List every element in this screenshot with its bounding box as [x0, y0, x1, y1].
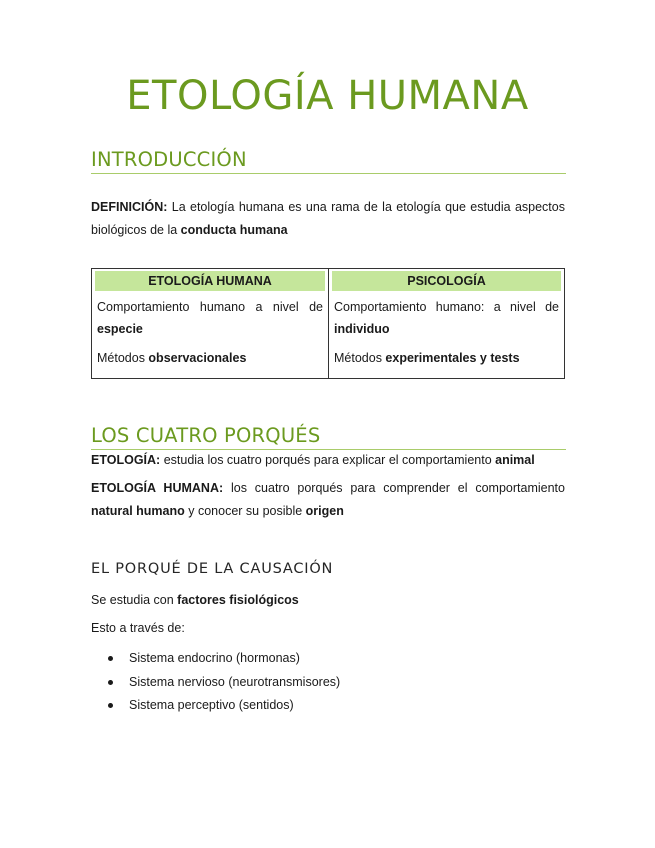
list-item	[91, 647, 340, 671]
document-title: ETOLOGÍA HUMANA	[126, 73, 529, 119]
table-cell-psicologia-row1	[334, 296, 559, 340]
cell-text: Métodos	[334, 351, 386, 365]
bullet-dot-icon	[108, 680, 113, 685]
causacion-p1-bold: factores fisiológicos	[177, 593, 299, 607]
list-item	[91, 694, 340, 718]
heading-introduccion: INTRODUCCIÓN	[91, 148, 566, 174]
table-header-etologia: ETOLOGÍA HUMANA	[95, 271, 325, 291]
porques-p2-bold1: natural humano	[91, 504, 185, 518]
bullet-dot-icon	[108, 656, 113, 661]
porques-p2-text: los cuatro porqués para comprender el comportamiento	[223, 481, 565, 495]
porques-paragraph-1	[91, 449, 565, 472]
definicion-text: La etología humana es una rama de la etología que estudia aspectos biológicos de la	[91, 200, 565, 237]
definicion-label: DEFINICIÓN:	[91, 200, 168, 214]
table-header-psicologia: PSICOLOGÍA	[332, 271, 561, 291]
cell-bold: observacionales	[148, 351, 247, 365]
cell-text: Métodos	[97, 351, 149, 365]
list-item	[91, 671, 340, 695]
list-item-text: Sistema endocrino (hormonas)	[129, 651, 300, 665]
definicion-paragraph	[91, 196, 565, 242]
cell-text: Comportamiento humano: a nivel de	[334, 300, 559, 314]
causacion-p1-text: Se estudia con	[91, 593, 178, 607]
causacion-paragraph-1	[91, 589, 565, 612]
porques-p2-text2: y conocer su posible	[184, 504, 306, 518]
porques-p1-text: estudia los cuatro porqués para explicar el comportamiento	[160, 453, 496, 467]
cell-bold: experimentales y tests	[385, 351, 520, 365]
porques-p1-label: ETOLOGÍA:	[91, 453, 161, 467]
bullet-dot-icon	[108, 703, 113, 708]
list-item-text: Sistema perceptivo (sentidos)	[129, 698, 294, 712]
porques-paragraph-2	[91, 477, 565, 523]
porques-p2-label: ETOLOGÍA HUMANA:	[91, 481, 224, 495]
causacion-bullet-list	[91, 647, 340, 718]
table-cell-etologia-row2	[97, 347, 323, 369]
cell-bold: especie	[97, 322, 143, 336]
definicion-bold-end: conducta humana	[180, 223, 288, 237]
table-cell-psicologia-row2	[334, 347, 559, 369]
comparison-table	[91, 268, 565, 379]
porques-p2-bold2: origen	[305, 504, 344, 518]
porques-p1-bold: animal	[495, 453, 535, 467]
cell-text: Comportamiento humano a nivel de	[97, 300, 323, 314]
table-column-etologia	[92, 269, 329, 378]
list-item-text: Sistema nervioso (neurotransmisores)	[129, 674, 341, 689]
table-cell-etologia-row1	[97, 296, 323, 340]
cell-bold: individuo	[334, 322, 390, 336]
heading-los-cuatro-porques: LOS CUATRO PORQUÉS	[91, 424, 566, 450]
causacion-paragraph-2: Esto a través de:	[91, 621, 185, 635]
table-column-psicologia	[329, 269, 564, 378]
heading-causacion: EL PORQUÉ DE LA CAUSACIÓN	[91, 561, 334, 577]
